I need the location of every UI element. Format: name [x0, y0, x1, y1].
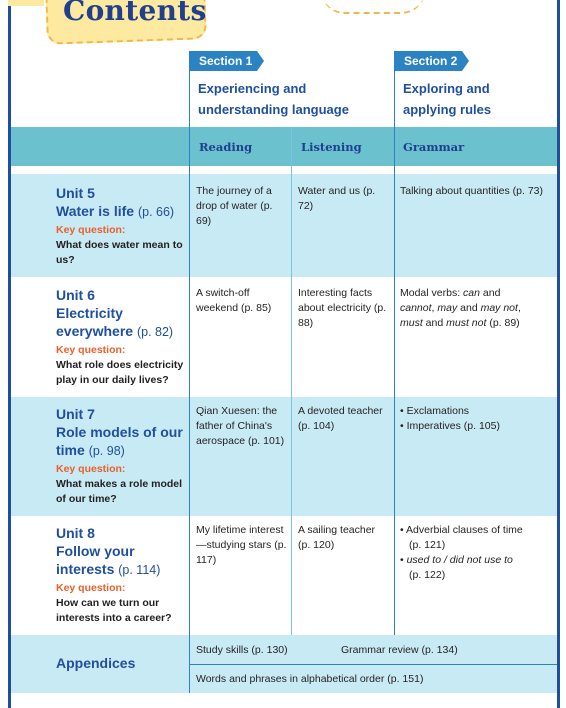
key-question-text: How can we turn our interests into a career? [56, 597, 172, 624]
unit-title: interests [56, 561, 115, 577]
listening-cell: Water and us (p. 72) [298, 185, 376, 212]
unit-number: Unit 8 [56, 525, 95, 541]
grammar-cell: Talking about quantities (p. 73) [400, 185, 544, 197]
section-1-tab: Section 1 [189, 51, 257, 71]
grammar-bullet: • Adverbial clauses of time [400, 523, 552, 538]
grammar-italic: can [463, 287, 480, 299]
grammar-bullet: • Imperatives (p. 105) [400, 419, 552, 434]
grammar-text: Modal verbs: [400, 287, 464, 299]
key-question-label: Key question: [56, 582, 126, 594]
listening-cell: Interesting facts about electricity (p. 88) [298, 287, 387, 329]
study-skills-link: Study skills (p. 130) [196, 644, 288, 656]
unit-number: Unit 7 [56, 406, 95, 422]
grammar-bullet-page: (p. 122) [409, 569, 446, 581]
section-2-subtitle [403, 78, 491, 120]
unit-5-heading [56, 184, 174, 221]
column-header-band [11, 127, 557, 166]
grammar-cell [400, 523, 552, 583]
unit-7-heading [56, 405, 183, 460]
grammar-bullet: • Exclamations [400, 404, 552, 419]
grammar-bullet-page: (p. 121) [409, 539, 446, 551]
section-1-subtitle-line2: understanding language [198, 102, 349, 117]
reading-cell: Qian Xuesen: the father of China's aerospace (p. 101) [196, 405, 285, 447]
words-phrases-link: Words and phrases in alphabetical order (p. 151) [196, 673, 424, 685]
section-1-subtitle-line1: Experiencing and [198, 81, 307, 96]
unit-8-heading [56, 524, 160, 579]
grammar-italic: must not [446, 317, 487, 329]
key-question-text: What role does electricity play in our daily lives? [56, 359, 184, 386]
row-divider [189, 664, 557, 665]
column-header-reading: Reading [199, 140, 253, 154]
unit-title: time [56, 442, 85, 458]
grammar-cell [400, 404, 552, 434]
key-question-label: Key question: [56, 344, 126, 356]
dashed-decoration [321, 0, 425, 14]
column-header-listening: Listening [301, 140, 362, 154]
unit-number: Unit 6 [56, 287, 95, 303]
unit-page: (p. 98) [88, 444, 125, 458]
appendices-title: Appendices [56, 655, 136, 671]
grammar-text: (p. 89) [486, 317, 520, 329]
unit-page: (p. 66) [137, 205, 175, 219]
grammar-review-link: Grammar review (p. 134) [341, 644, 458, 656]
grammar-text: and [422, 317, 447, 329]
section-2-subtitle-line2: applying rules [403, 102, 492, 117]
grammar-italic: used to / did not use to [406, 554, 513, 566]
listening-cell: A devoted teacher (p. 104) [298, 405, 383, 432]
section-1-subtitle [198, 78, 349, 120]
grammar-text: and [457, 302, 481, 314]
unit-title: Water is life [56, 203, 135, 219]
bullet-dot: • [400, 554, 407, 566]
grammar-italic: may not [480, 302, 518, 314]
reading-cell: My lifetime interest—studying stars (p. 117) [196, 524, 287, 566]
unit-title: Electricity [56, 305, 123, 321]
unit-title: everywhere [56, 323, 134, 339]
page-title: Contents [63, 0, 207, 27]
key-question-text: What makes a role model of our time? [56, 478, 183, 505]
key-question-label: Key question: [56, 224, 126, 236]
grammar-italic: cannot [400, 302, 432, 314]
unit-page: (p. 82) [136, 325, 174, 339]
unit-page: (p. 114) [118, 563, 161, 577]
grammar-text: , [431, 302, 438, 314]
reading-cell: The journey of a drop of water (p. 69) [196, 185, 273, 227]
column-divider [394, 70, 395, 635]
section-2-tab: Section 2 [394, 51, 462, 71]
grammar-cell [400, 286, 550, 331]
column-divider [291, 127, 292, 635]
grammar-italic: must [400, 317, 423, 329]
section-2-subtitle-line1: Exploring and [403, 81, 490, 96]
unit-title: Role models of our [56, 424, 183, 440]
unit-6-heading [56, 286, 173, 341]
right-border [557, 0, 560, 708]
corner-decoration [8, 0, 44, 6]
grammar-italic: may [437, 302, 458, 314]
key-question-label: Key question: [56, 463, 126, 475]
grammar-text: , [517, 302, 521, 314]
unit-title: Follow your [56, 543, 135, 559]
grammar-text: and [479, 287, 501, 299]
column-header-grammar: Grammar [403, 140, 465, 154]
listening-cell: A sailing teacher (p. 120) [298, 524, 376, 551]
key-question-text: What does water mean to us? [56, 239, 183, 266]
reading-cell: A switch-off weekend (p. 85) [196, 287, 272, 314]
unit-number: Unit 5 [56, 185, 95, 201]
